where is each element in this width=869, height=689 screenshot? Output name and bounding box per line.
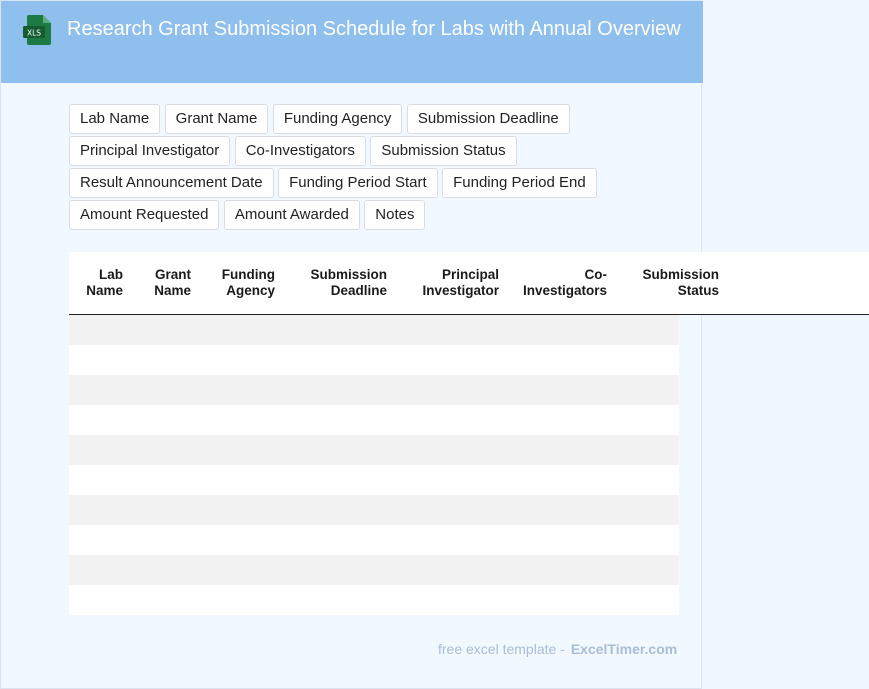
- page-title: Research Grant Submission Schedule for Labs with Annual Overview: [67, 18, 681, 40]
- table-row[interactable]: [69, 315, 679, 345]
- header-line: Submission: [642, 267, 719, 282]
- schedule-table[interactable]: [69, 252, 719, 615]
- header-line: Name: [154, 283, 191, 298]
- column-header-principal-investigator[interactable]: [422, 267, 499, 299]
- field-tag-lab-name[interactable]: Lab Name: [69, 104, 160, 134]
- field-tag-result-announcement-date[interactable]: Result Announcement Date: [69, 168, 274, 198]
- field-tag-row: [69, 168, 609, 200]
- field-tag-list: [69, 104, 609, 232]
- header-line: Grant: [154, 267, 191, 282]
- table-body: [69, 315, 679, 615]
- field-tag-funding-period-end[interactable]: Funding Period End: [442, 168, 597, 198]
- field-tag-row: [69, 136, 609, 168]
- field-tag-grant-name[interactable]: Grant Name: [165, 104, 269, 134]
- column-header-co-investigators[interactable]: [523, 267, 607, 299]
- field-tag-amount-requested[interactable]: Amount Requested: [69, 200, 219, 230]
- table-row[interactable]: [69, 375, 679, 405]
- field-tag-row: [69, 200, 609, 232]
- column-header-lab-name[interactable]: [86, 267, 123, 299]
- xls-icon-label: XLS: [26, 28, 42, 38]
- footer-brand-link[interactable]: ExcelTimer.com: [570, 641, 678, 657]
- column-header-submission-deadline[interactable]: [310, 267, 387, 299]
- header-line: Lab: [98, 267, 123, 282]
- header-line: Co-: [584, 267, 607, 282]
- table-row[interactable]: [69, 435, 679, 465]
- header-line: Investigators: [522, 283, 607, 298]
- field-tag-amount-awarded[interactable]: Amount Awarded: [224, 200, 360, 230]
- column-header-submission-status[interactable]: [642, 267, 719, 299]
- column-header-grant-name[interactable]: [154, 267, 191, 299]
- table-row[interactable]: [69, 585, 679, 615]
- header-bar: [1, 1, 703, 83]
- column-header-funding-agency[interactable]: [222, 267, 275, 299]
- footer-credit: [438, 641, 677, 657]
- header-line: Agency: [226, 283, 275, 298]
- field-tag-submission-deadline[interactable]: Submission Deadline: [407, 104, 570, 134]
- footer-text: free excel template -: [438, 641, 565, 657]
- header-line: Status: [677, 283, 719, 298]
- table-row[interactable]: [69, 555, 679, 585]
- field-tag-funding-period-start[interactable]: Funding Period Start: [278, 168, 438, 198]
- header-line: Name: [86, 283, 123, 298]
- table-header-row: [69, 252, 869, 315]
- header-line: Investigator: [422, 283, 499, 298]
- table-row[interactable]: [69, 465, 679, 495]
- header-line: Funding: [221, 267, 275, 282]
- field-tag-funding-agency[interactable]: Funding Agency: [273, 104, 403, 134]
- table-row[interactable]: [69, 405, 679, 435]
- field-tag-co-investigators[interactable]: Co-Investigators: [235, 136, 366, 166]
- table-row[interactable]: [69, 495, 679, 525]
- table-row[interactable]: [69, 525, 679, 555]
- header-line: Submission: [310, 267, 387, 282]
- field-tag-row: [69, 104, 609, 136]
- table-row[interactable]: [69, 345, 679, 375]
- field-tag-principal-investigator[interactable]: Principal Investigator: [69, 136, 230, 166]
- header-line: Deadline: [330, 283, 387, 298]
- header-line: Principal: [441, 267, 499, 282]
- field-tag-notes[interactable]: Notes: [364, 200, 425, 230]
- field-tag-submission-status[interactable]: Submission Status: [370, 136, 516, 166]
